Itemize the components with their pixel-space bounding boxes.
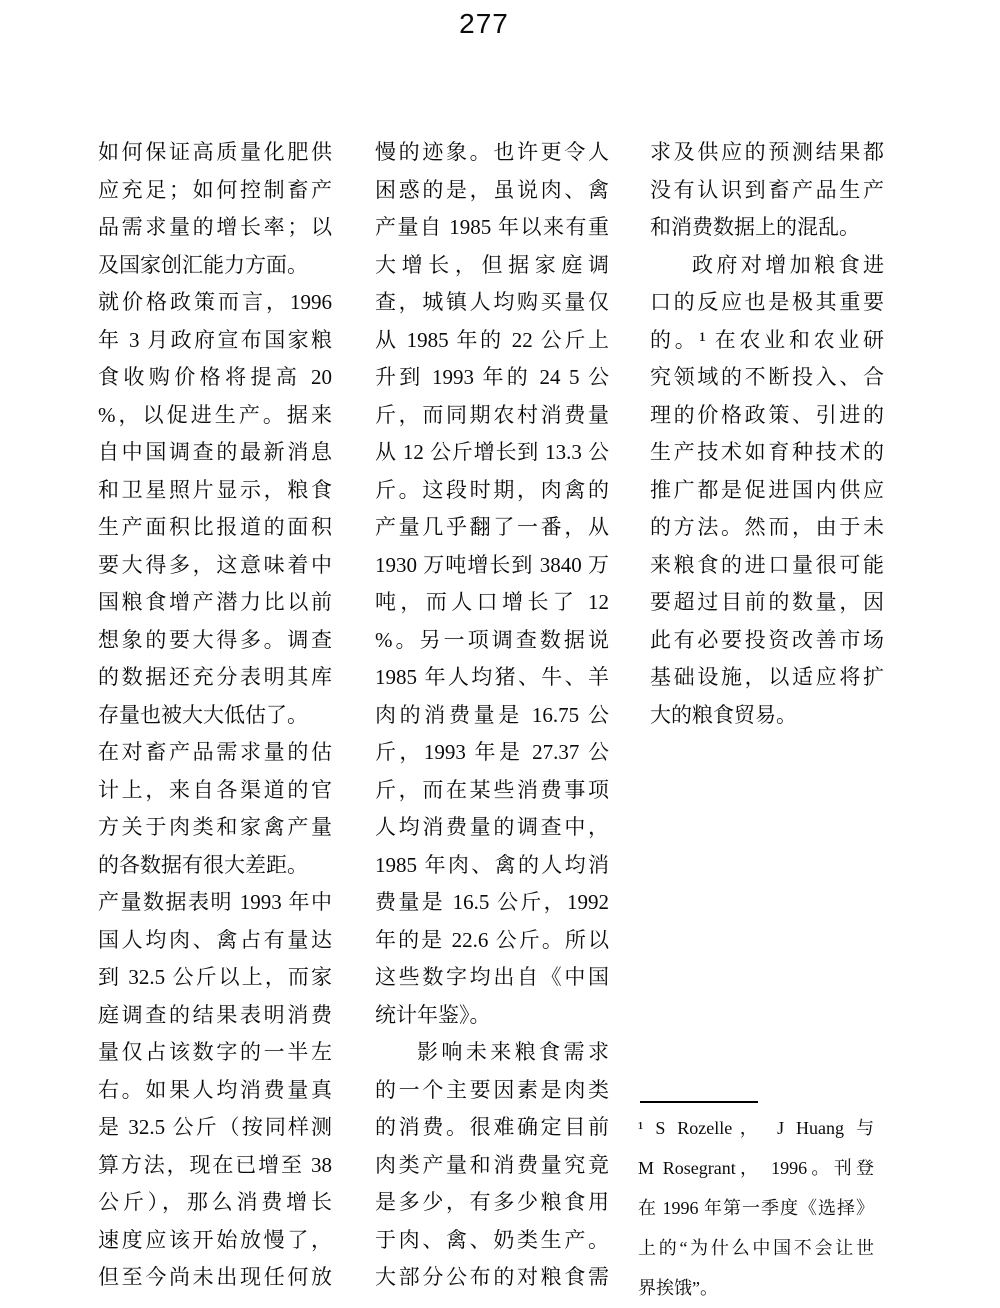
text-line: 慢的迹象。也许更令人 [375,140,609,164]
text-line: 的消费。很难确定目前 [375,1115,609,1139]
text-line: 和消费数据上的混乱。 [650,215,860,239]
text-line: 影响未来粮食需求 [417,1040,609,1064]
text-line: 和卫星照片显示，粮食 [98,477,332,502]
text-line: 究领域的不断投入、合 [650,365,884,389]
text-line: 于肉、禽、奶类生产。 [375,1227,609,1252]
text-line: 界挨饿”。 [638,1278,718,1298]
text-line: 斤，1993 年是 27.37 公 [375,740,609,764]
text-line: 应充足；如何控制畜产 [98,177,332,202]
text-line: 要超过目前的数量，因 [650,590,884,614]
text-line: 年 3 月政府宣布国家粮 [98,327,332,352]
text-line: 国粮食增产潜力比以前 [98,590,332,614]
text-line: 在对畜产品需求量的估 [98,740,332,764]
text-line: 产量几乎翻了一番，从 [375,515,609,539]
text-line: 斤。这段时期，肉禽的 [375,477,609,502]
text-line: 是 32.5 公斤（按同样测 [98,1115,332,1139]
text-line: 是多少，有多少粮食用 [375,1190,609,1214]
text-line: 在 1996 年第一季度《选择》 [638,1198,874,1218]
footnote-divider [640,1101,758,1103]
text-line: 速度应该开始放慢了， [98,1227,332,1252]
page-number: 277 [459,8,509,39]
text-line: 推广都是促进国内供应 [650,477,884,502]
text-line: 右。如果人均消费量真 [98,1077,332,1102]
text-line: 存量也被大大低估了。 [98,702,308,727]
text-line: 但至今尚未出现任何放 [98,1265,332,1289]
text-line: 口的反应也是极其重要 [650,290,884,314]
text-line: 查，城镇人均购买量仅 [375,290,609,314]
text-line: 从 1985 年的 22 公斤上 [375,327,609,352]
text-line: M Rosegrant， 1996。刊登 [638,1158,874,1178]
text-column-1 [98,134,332,1297]
text-line: 政府对增加粮食进 [692,252,884,277]
text-line: 的一个主要因素是肉类 [375,1077,609,1102]
text-line: 斤，而同期农村消费量 [375,402,609,427]
text-line: 费量是 16.5 公斤，1992 [375,890,609,914]
text-line: 1985 年人均猪、牛、羊 [375,665,609,689]
text-line: 人均消费量的调查中， [375,815,609,839]
text-line: 方关于肉类和家禽产量 [98,815,332,839]
text-line: 大的粮食贸易。 [650,702,797,727]
text-line: 的数据还充分表明其库 [98,665,332,689]
text-line: 产量自 1985 年以来有重 [375,215,609,239]
text-line: 1930 万吨增长到 3840 万 [375,552,609,577]
text-line: 量仅占该数字的一半左 [98,1040,332,1064]
text-line: 庭调查的结果表明消费 [98,1002,332,1027]
text-line: 统计年鉴》。 [375,1002,491,1027]
text-line: 就价格政策而言，1996 [98,290,332,314]
text-line: 年的是 22.6 公斤。所以 [375,927,609,952]
text-line: 大增长，但据家庭调 [375,252,609,277]
text-line: 想象的要大得多。调查 [98,627,332,652]
text-line: 到 32.5 公斤以上，而家 [98,965,332,989]
text-line: 没有认识到畜产品生产 [650,177,884,202]
text-line: 的各数据有很大差距。 [98,852,308,877]
text-line: 及国家创汇能力方面。 [98,252,308,277]
text-column-3 [650,134,884,734]
text-line: %。另一项调查数据说 [375,627,609,652]
text-line: 基础设施，以适应将扩 [650,665,884,689]
text-line: 的方法。然而，由于未 [650,515,884,539]
text-line: 要大得多，这意味着中 [98,552,332,577]
text-line: 吨，而人口增长了 12 [375,590,609,614]
text-line: 如何保证高质量化肥供 [98,140,332,164]
text-line: 生产面积比报道的面积 [98,515,332,539]
text-line: 困惑的是，虽说肉、禽 [375,177,609,202]
text-line: 理的价格政策、引进的 [650,402,884,427]
text-line: 生产技术如育种技术的 [650,440,884,464]
text-line: 来粮食的进口量很可能 [650,552,884,577]
text-line: %，以促进生产。据来 [98,402,332,427]
text-line: 国人均肉、禽占有量达 [98,927,332,952]
text-line: 1985 年肉、禽的人均消 [375,852,609,877]
text-line: 这些数字均出自《中国 [375,965,609,989]
text-line: 自中国调查的最新消息 [98,440,332,464]
text-line: 品需求量的增长率；以 [98,215,332,239]
text-line: 算方法，现在已增至 38 [98,1152,332,1177]
text-line: 的。¹ 在农业和农业研 [650,327,884,352]
text-line: 肉类产量和消费量究竟 [375,1152,609,1177]
footnote [638,1108,874,1308]
text-line: 升到 1993 年的 24 5 公 [375,365,609,389]
text-line: 此有必要投资改善市场 [650,627,884,652]
text-line: 大部分公布的对粮食需 [375,1265,609,1289]
text-line: 肉的消费量是 16.75 公 [375,702,609,727]
text-line: 计上，来自各渠道的官 [98,777,332,802]
text-line: 从 12 公斤增长到 13.3 公 [375,440,609,464]
text-line: 食收购价格将提高 20 [98,365,332,389]
text-line: 求及供应的预测结果都 [650,140,884,164]
text-line: 公斤），那么消费增长 [98,1190,332,1214]
text-line: 上的“为什么中国不会让世 [638,1238,874,1258]
text-column-2 [375,134,609,1297]
text-line: 产量数据表明 1993 年中 [98,890,332,914]
text-line: ¹ S Rozelle， J Huang 与 [638,1118,874,1138]
text-line: 斤，而在某些消费事项 [375,777,609,802]
